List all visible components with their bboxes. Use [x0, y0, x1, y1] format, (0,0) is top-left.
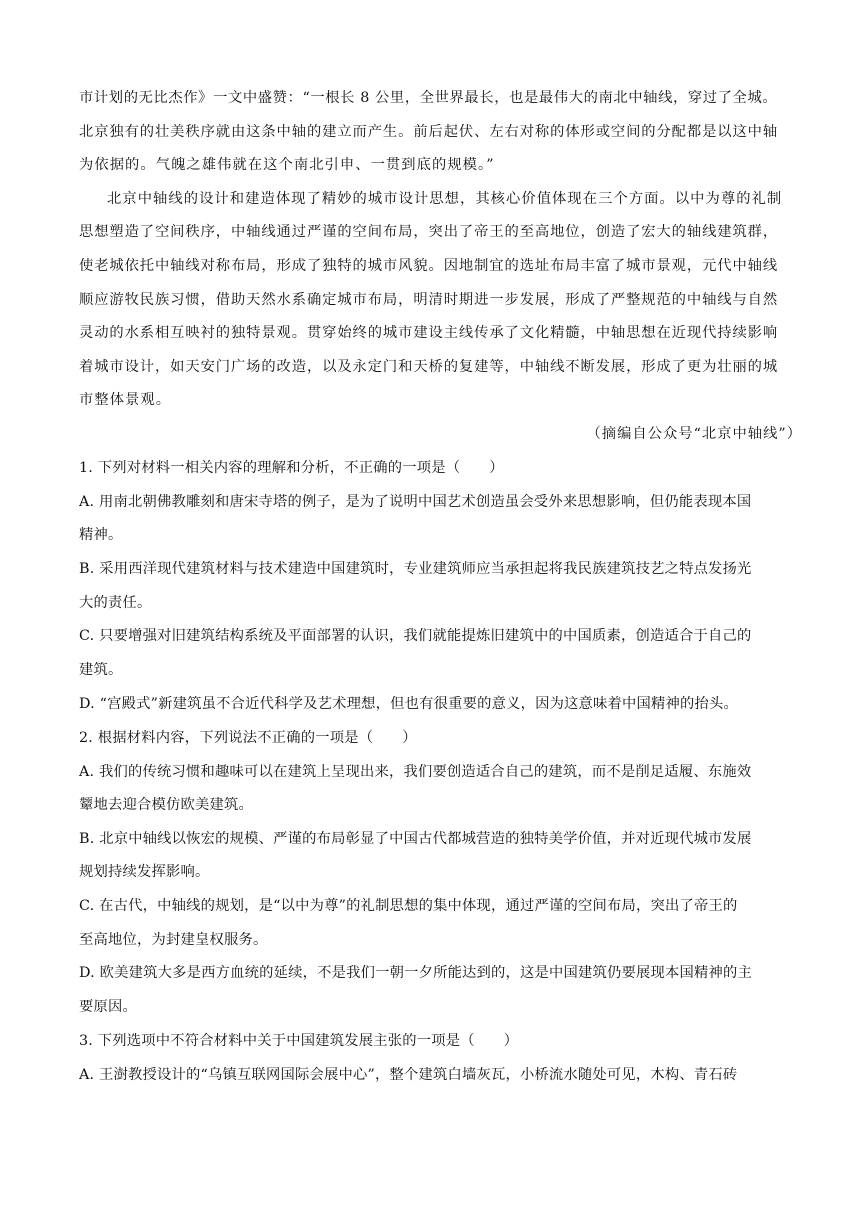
passage-line: 为依据的。气魄之雄伟就在这个南北引申、一贯到底的规模。” [79, 157, 495, 173]
option-line: A. 王澍教授设计的“乌镇互联网国际会展中心”，整个建筑白墙灰瓦，小桥流水随处可见，木构、青石砖 [79, 1067, 738, 1083]
option-line: A. 我们的传统习惯和趣味可以在建筑上呈现出来，我们要创造适合自己的建筑，而不是削足适履、东施效 [79, 764, 752, 780]
passage-line: 市计划的无比杰作》一文中盛赞：“一根长 8 公里，全世界最长，也是最伟大的南北中轴线，穿过了全城。 [79, 90, 778, 106]
option-line: 建筑。 [79, 662, 123, 678]
option-line: A. 用南北朝佛教雕刻和唐宋寺塔的例子，是为了说明中国艺术创造虽会受外来思想影响，但仍能表现本国 [79, 494, 752, 510]
question-stem: 2. 根据材料内容，下列说法不正确的一项是（ ） [79, 730, 417, 746]
question-stem: 1. 下列对材料一相关内容的理解和分析，不正确的一项是（ ） [79, 460, 504, 476]
passage-line: 着城市设计，如天安门广场的改造，以及永定门和天桥的复建等，中轴线不断发展，形成了更为壮丽的城 [79, 359, 779, 375]
question-stem: 3. 下列选项中不符合材料中关于中国建筑发展主张的一项是（ ） [79, 1033, 519, 1049]
passage-line: 市整体景观。 [79, 392, 172, 408]
option-line: D. “宫殿式”新建筑虽不合近代科学及艺术理想，但也有很重要的意义，因为这意味着中国精神的抬头。 [79, 696, 739, 712]
option-line: B. 北京中轴线以恢宏的规模、严谨的布局彰显了中国古代都城营造的独特美学价值，并对近现代城市发展 [79, 831, 752, 847]
option-line: 至高地位，为封建皇权服务。 [79, 932, 268, 948]
passage-line: 顺应游牧民族习惯，借助天然水系确定城市布局，明清时期进一步发展，形成了严整规范的中轴线与自然 [79, 292, 779, 308]
option-line: B. 采用西洋现代建筑材料与技术建造中国建筑时，专业建筑师应当承担起将我民族建筑技艺之特点发扬光 [79, 561, 752, 577]
option-line: C. 在古代，中轴线的规划，是“以中为尊”的礼制思想的集中体现，通过严谨的空间布局，突出了帝王的 [79, 898, 738, 914]
option-line: D. 欧美建筑大多是西方血统的延续，不是我们一朝一夕所能达到的，这是中国建筑仍要展现本国精神的主 [79, 965, 752, 981]
passage-line: 思想塑造了空间秩序，中轴线通过严谨的空间布局，突出了帝王的至高地位，创造了宏大的轴线建筑群， [79, 224, 779, 240]
option-line: 颦地去迎合模仿欧美建筑。 [79, 797, 253, 813]
option-line: 大的责任。 [79, 595, 152, 611]
option-line: 要原因。 [79, 999, 137, 1015]
source-citation: （摘编自公众号“北京中轴线”） [586, 426, 802, 442]
passage-line: 灵动的水系相互映衬的独特景观。贯穿始终的城市建设主线传承了文化精髓，中轴思想在近现代持续影响 [79, 325, 779, 341]
passage-line: 北京独有的壮美秩序就由这条中轴的建立而产生。前后起伏、左右对称的体形或空间的分配都是以这中轴 [79, 124, 779, 140]
passage-line: 北京中轴线的设计和建造体现了精妙的城市设计思想，其核心价值体现在三个方面。以中为尊的礼制 [107, 191, 783, 207]
option-line: C. 只要增强对旧建筑结构系统及平面部署的认识，我们就能提炼旧建筑中的中国质素，创造适合于自己的 [79, 628, 752, 644]
passage-line: 使老城依托中轴线对称布局，形成了独特的城市风貌。因地制宜的选址布局丰富了城市景观，元代中轴线 [79, 258, 779, 274]
option-line: 精神。 [79, 527, 123, 543]
option-line: 规划持续发挥影响。 [79, 864, 210, 880]
